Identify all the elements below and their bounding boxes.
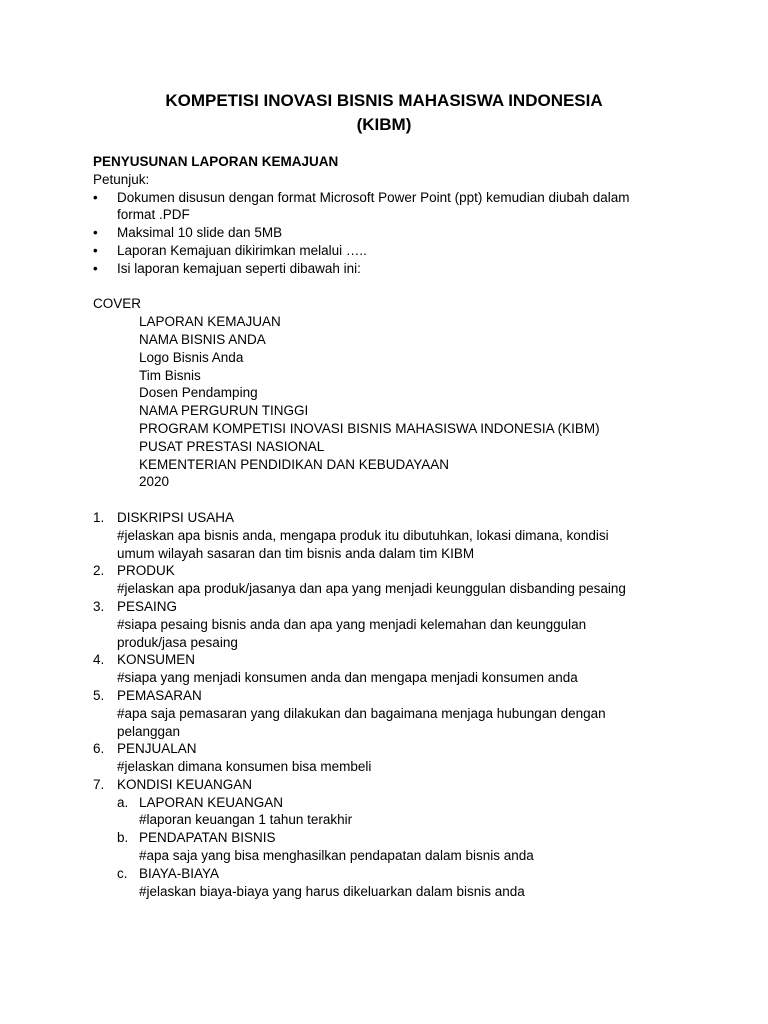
section-item [93, 687, 683, 740]
section-title: DISKRIPSI USAHA [117, 509, 235, 525]
bullet-item [93, 189, 683, 225]
section-number: 7. [93, 776, 105, 792]
section-number: 1. [93, 509, 105, 525]
section-number: 4. [93, 652, 105, 668]
cover-item: LAPORAN KEMAJUAN [139, 314, 281, 330]
subsection-description: #apa saja yang bisa menghasilkan pendapatan dalam bisnis anda [139, 848, 534, 864]
subsection-description: #laporan keuangan 1 tahun terakhir [139, 812, 353, 828]
section-title: KONSUMEN [117, 652, 196, 668]
section-item [93, 776, 683, 794]
section-description: #jelaskan apa produk/jasanya dan apa yang menjadi keunggulan disbanding pesaing [117, 581, 626, 597]
subsection-item [93, 794, 683, 830]
section-description: #siapa yang menjadi konsumen anda dan mengapa menjadi konsumen anda [117, 670, 578, 686]
subsection-letter: c. [117, 865, 128, 881]
section-item [93, 562, 683, 598]
section-title: KONDISI KEUANGAN [117, 776, 253, 792]
bullet-text: Laporan Kemajuan dikirimkan melalui ….. [117, 242, 367, 258]
section-number: 5. [93, 687, 105, 703]
subsection-title: BIAYA-BIAYA [139, 865, 220, 881]
section-item [93, 740, 683, 776]
bullet-item [93, 242, 683, 260]
subsection-item [93, 829, 683, 865]
cover-item: KEMENTERIAN PENDIDIKAN DAN KEBUDAYAAN [139, 456, 450, 472]
section-description-continued: umum wilayah sasaran dan tim bisnis anda dalam tim KIBM [117, 545, 475, 561]
bullet-icon: • [93, 225, 98, 241]
bullet-icon: • [93, 242, 98, 258]
section-title: PRODUK [117, 563, 175, 579]
subsection-item [93, 865, 683, 901]
subsection-description: #jelaskan biaya-biaya yang harus dikeluarkan dalam bisnis anda [139, 883, 525, 899]
instructions-label: Petunjuk: [93, 171, 150, 187]
cover-item: Dosen Pendamping [139, 385, 258, 401]
cover-item: Logo Bisnis Anda [139, 349, 244, 365]
bullet-item [93, 260, 683, 278]
bullet-text-continued: format .PDF [117, 207, 190, 223]
subsection-title: PENDAPATAN BISNIS [139, 830, 276, 846]
cover-item: NAMA BISNIS ANDA [139, 331, 266, 347]
section-number: 3. [93, 598, 105, 614]
section-description-continued: pelanggan [117, 723, 181, 739]
cover-item: PROGRAM KOMPETISI INOVASI BISNIS MAHASISWA INDONESIA (KIBM) [139, 420, 600, 436]
section-title: PESAING [117, 598, 178, 614]
section-title: PEMASARAN [117, 687, 202, 703]
cover-items [93, 313, 683, 491]
bullet-icon: • [93, 260, 98, 276]
bullet-text: Isi laporan kemajuan seperti dibawah ini: [117, 260, 361, 276]
bullet-text: Dokumen disusun dengan format Microsoft Power Point (ppt) kemudian diubah dalam [117, 189, 630, 205]
section-item [93, 651, 683, 687]
bullet-text: Maksimal 10 slide dan 5MB [117, 225, 283, 241]
bullet-icon: • [93, 189, 98, 205]
bullet-item [93, 224, 683, 242]
document-body [93, 153, 683, 900]
cover-label: COVER [93, 296, 142, 312]
section-description: #jelaskan dimana konsumen bisa membeli [117, 759, 372, 775]
section-description: #jelaskan apa bisnis anda, mengapa produk itu dibutuhkan, lokasi dimana, kondisi [117, 527, 609, 543]
subsection-title: LAPORAN KEUANGAN [139, 794, 284, 810]
section-title: PENJUALAN [117, 741, 197, 757]
cover-item: Tim Bisnis [139, 367, 201, 383]
section-heading: PENYUSUNAN LAPORAN KEMAJUAN [93, 154, 339, 169]
section-number: 2. [93, 563, 105, 579]
section-item [93, 598, 683, 651]
cover-item: NAMA PERGURUN TINGGI [139, 403, 309, 419]
subsection-letter: a. [117, 794, 129, 810]
cover-item: 2020 [139, 474, 170, 490]
section-description: #apa saja pemasaran yang dilakukan dan bagaimana menjaga hubungan dengan [117, 705, 606, 721]
subsection-letter: b. [117, 830, 129, 846]
section-description-continued: produk/jasa pesaing [117, 634, 238, 650]
section-item [93, 509, 683, 562]
document-title-line1: KOMPETISI INOVASI BISNIS MAHASISWA INDONESIA [165, 91, 603, 110]
cover-item: PUSAT PRESTASI NASIONAL [139, 438, 325, 454]
section-description: #siapa pesaing bisnis anda dan apa yang menjadi kelemahan dan keunggulan [117, 616, 587, 632]
section-number: 6. [93, 741, 105, 757]
document-title-line2: (KIBM) [356, 115, 412, 134]
